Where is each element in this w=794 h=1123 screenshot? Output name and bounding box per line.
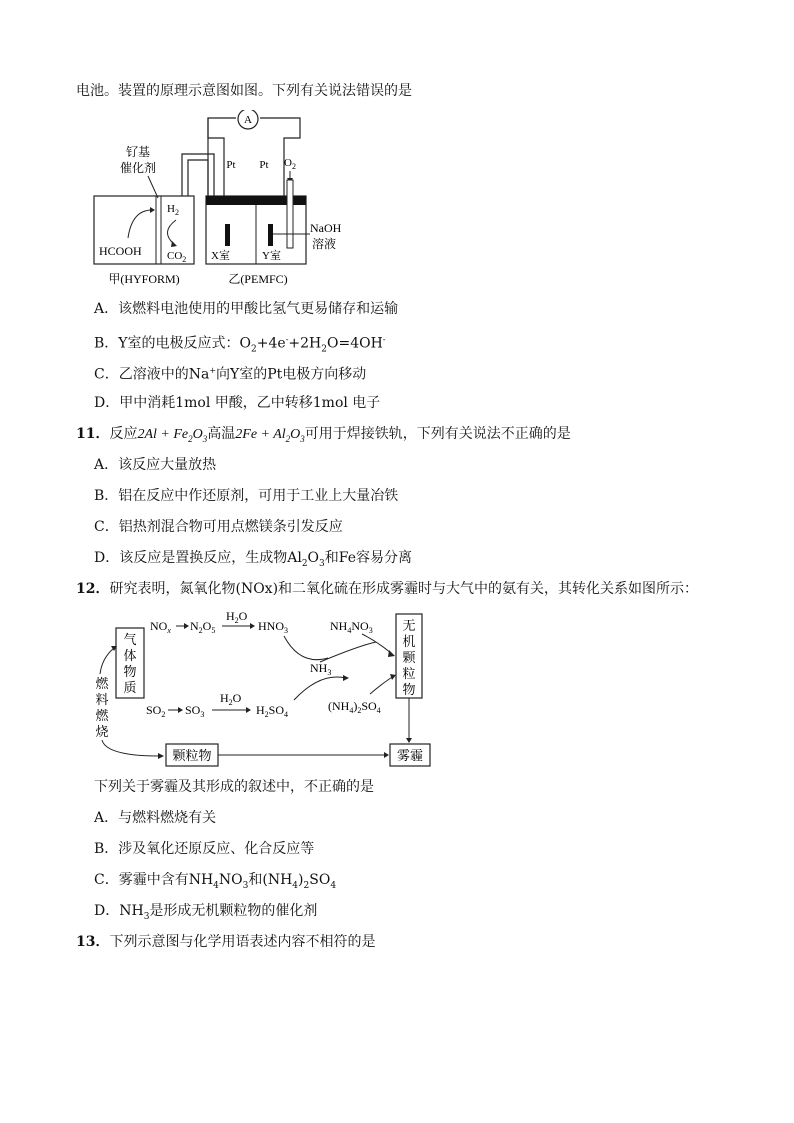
- pt-right-label: Pt: [259, 159, 269, 171]
- fuel-char-3: 燃: [95, 708, 109, 723]
- naoh-label-1: NaOH: [310, 221, 342, 235]
- pt-left-label: Pt: [226, 159, 236, 171]
- nox-label: $NO_x$: [150, 619, 171, 635]
- gas-box-char-3: 物: [123, 664, 137, 679]
- fuel-char-4: 烧: [95, 724, 109, 739]
- h2o-top-label: $H_2O$: [226, 609, 248, 625]
- q12-option-d: D．$NH_3$是形成无机颗粒物的催化剂: [94, 903, 318, 922]
- caption-jia: 甲(HYFORM): [108, 272, 180, 286]
- hcooh-label: HCOOH: [99, 244, 142, 258]
- q10-option-c: C．乙溶液中的Na+向Y室的Pt电极方向移动: [94, 366, 367, 383]
- n2o5-label: $N_2O_5$: [190, 619, 216, 635]
- h2-label: $H_2$: [167, 203, 179, 217]
- q10-option-d: D．甲中消耗1mol 甲酸，乙中转移1mol 电子: [94, 395, 381, 411]
- q10-option-b: B．Y室的电极反应式：$O_2+4e^-+2H_2O=4OH^-$: [94, 335, 386, 355]
- q12-stem: 12．研究表明，氮氧化物(NOx)和二氧化硫在形成雾霾时与大气中的氨有关，其转化关系如图所示：: [76, 581, 699, 597]
- q10-option-a: A．该燃料电池使用的甲酸比氢气更易储存和运输: [94, 301, 399, 317]
- caption-yi: 乙(PEMFC): [228, 272, 288, 286]
- particle-box-label: 颗粒物: [172, 748, 212, 763]
- q12-lead: 下列关于雾霾及其形成的叙述中，不正确的是: [94, 779, 374, 795]
- nh3-label: $NH_3$: [310, 661, 332, 677]
- o2-label: $O_2$: [284, 157, 296, 171]
- q11-option-c: C．铝热剂混合物可用点燃镁条引发反应: [94, 519, 343, 535]
- haze-box-label: 雾霾: [396, 748, 424, 763]
- inorganic-char-2: 机: [402, 634, 416, 649]
- q11-option-d: D．该反应是置换反应，生成物$Al_2O_3$和Fe容易分离: [94, 550, 412, 569]
- fuel-cell-diagram: [88, 110, 368, 290]
- fuel-char-1: 燃: [95, 676, 109, 691]
- hno3-label: $HNO_3$: [258, 619, 288, 635]
- naoh-label-2: 溶液: [312, 237, 337, 251]
- q11-option-b: B．铝在反应中作还原剂，可用于工业上大量冶铁: [94, 488, 399, 504]
- inorganic-char-5: 物: [402, 682, 416, 697]
- catalyst-label-1: 钌基: [125, 145, 151, 159]
- gas-box-char-1: 气: [123, 632, 137, 647]
- gas-box-char-4: 质: [123, 680, 137, 695]
- inorganic-char-4: 粒: [402, 666, 416, 681]
- q12-option-a: A．与燃料燃烧有关: [94, 810, 217, 826]
- ammeter-label: A: [244, 114, 252, 126]
- so3-label: $SO_3$: [185, 703, 205, 719]
- intro-text: 电池。装置的原理示意图如图。下列有关说法错误的是: [76, 83, 412, 99]
- q12-option-c: C．雾霾中含有$NH_4NO_3$和$(NH_4)_2SO_4$: [94, 872, 337, 891]
- so2-label: $SO_2$: [146, 703, 166, 719]
- gas-box-char-2: 体: [123, 648, 137, 663]
- h2o-bottom-label: $H_2O$: [220, 691, 242, 707]
- electrode-y: [268, 224, 273, 246]
- y-room-label: Y室: [262, 250, 281, 262]
- q13-stem: 13．下列示意图与化学用语表述内容不相符的是: [76, 934, 376, 950]
- inorganic-char-1: 无: [402, 618, 416, 633]
- inorganic-char-3: 颗: [402, 650, 416, 665]
- co2-label: $CO_2$: [167, 250, 187, 264]
- haze-formation-diagram: [88, 606, 438, 774]
- q11-stem: 11．反应$2Al + Fe_2O_3$高温$2Fe + Al_2O_3$可用于焊接铁轨，下列有关说法不正确的是: [76, 426, 571, 444]
- q11-option-a: A．该反应大量放热: [94, 457, 217, 473]
- h2so4-label: $H_2SO_4$: [256, 703, 289, 719]
- electrode-x: [225, 224, 230, 246]
- nh42so4-label: $(NH_4)_2SO_4$: [328, 699, 381, 715]
- q12-option-b: B．涉及氧化还原反应、化合反应等: [94, 841, 315, 857]
- x-room-label: X室: [211, 250, 230, 262]
- catalyst-label-2: 催化剂: [119, 161, 157, 175]
- fuel-char-2: 料: [95, 692, 109, 707]
- nh4no3-label: $NH_4NO_3$: [330, 619, 373, 635]
